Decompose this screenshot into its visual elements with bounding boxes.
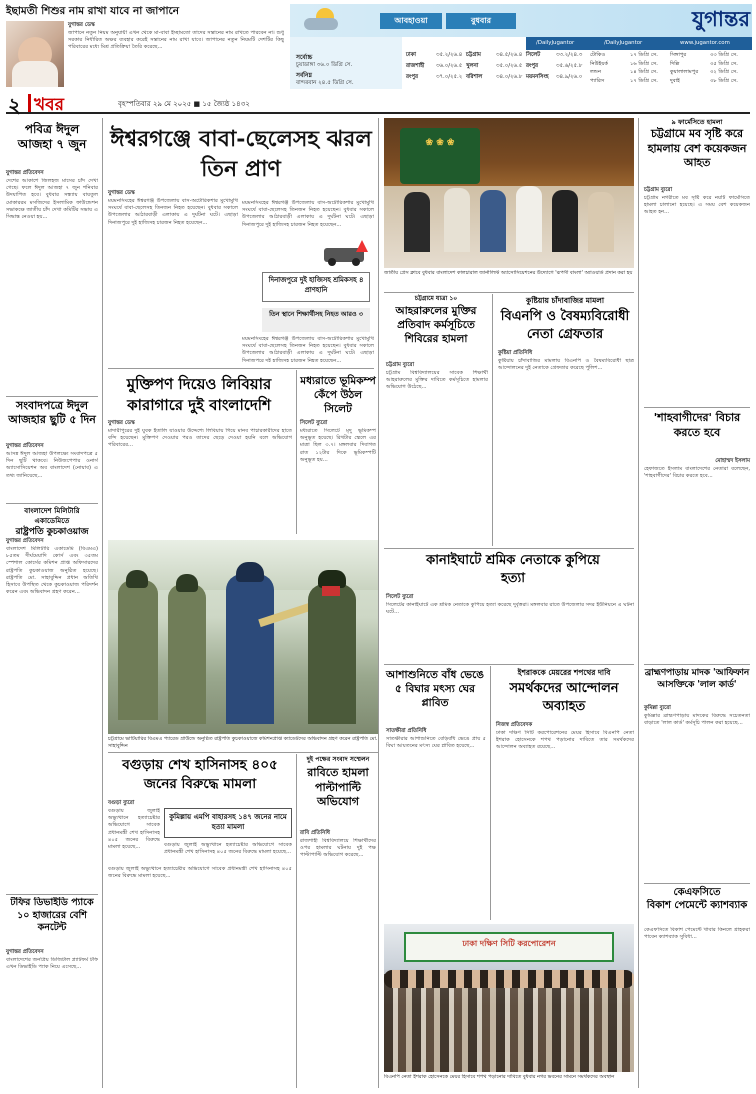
libya-headline[interactable]: মুক্তিপণ দিয়েও লিবিয়ার কারাগারে দুই বাংলাদেশি: [126, 375, 272, 414]
website-link[interactable]: www.jugantor.com: [680, 40, 730, 46]
article-text: দেশের আকাশে জিলহজ মাসের চাঁদ দেখা গেছে। ফলে ঈদুল আজহা ৭ জুন শনিবার উদযাপিত হবে। বুধবার সন্ধ্যায় বায়তুল মোকাররম মসজিদের ইসলামিক ফাউন্ডেশন সভাকক্ষে জাতীয় চাঁদ দেখা কমিটির সভায় এ সিদ্ধান্ত নেওয়া হয়...: [6, 178, 98, 221]
accident-infographic: [242, 200, 374, 362]
case-box[interactable]: কুমিল্লায় এমপি বাহারসহ ১৪৭ জনের নামে হত্যা মামলা: [164, 808, 292, 838]
quake-text: মধ্যরাতে সিলেটে মৃদু ভূমিকম্প অনুভূত হয়েছে। রিখটার স্কেলে এর মাত্রা ছিল ৩.৭। মঙ্গলবার দিবাগত রাত ১২টার দিকে ভূমিকম্পটি অনুভূত হয়...: [300, 428, 376, 463]
left-column: [6, 118, 98, 1090]
byline: যুগান্তর প্রতিবেদন: [6, 538, 44, 544]
quake-headline[interactable]: মধ্যরাতে ভূমিকম্প কেঁপে উঠল সিলেট: [300, 375, 376, 415]
weather-cell: চট্টগ্রাম: [466, 52, 481, 58]
article-newspaper-holiday[interactable]: সংবাদপত্রে ঈদুল আজহার ছুটি ৫ দিন: [8, 399, 96, 426]
weather-cell: খুলনা: [466, 63, 479, 69]
divider: [384, 292, 634, 293]
world-weather-cell: ৩৩ ডিগ্রি সে.: [710, 52, 738, 58]
section-title: খবর: [34, 95, 64, 115]
byline: মোহাম্মদ ইসলাম: [715, 458, 750, 464]
section-divider: [28, 94, 31, 112]
quake-byline: সিলেট ব্যুরো: [300, 420, 328, 426]
article-text: চট্টগ্রাম নগরীতে মব সৃষ্টি করে নয়টি ফার্মেসিতে হামলা চালানো হয়েছে। এ সময় বেশ কয়েকজন আহত হন...: [644, 195, 750, 216]
ishraq-byline: নিজস্ব প্রতিবেদক: [496, 722, 533, 728]
ishraq-text: ঢাকা দক্ষিণ সিটি করপোরেশনের মেয়র হিসাবে বিএনপি নেতা ইশরাক হোসেনকে শপথ পড়ানোর দাবিতে তার সমর্থকদের আন্দোলন অব্যাহত রয়েছে...: [496, 730, 634, 751]
weather-cell: বরিশাল: [466, 74, 483, 80]
divider: [6, 396, 98, 397]
kushtia-byline: কুষ্টিয়া প্রতিনিধি: [498, 350, 533, 356]
article-toffee[interactable]: টফির ডিভাইডি প্যাকে ১০ হাজারের বেশি কনটেন্ট: [10, 897, 94, 933]
lead-byline: যুগান্তর ডেস্ক: [108, 190, 135, 196]
header-teaser: [6, 5, 286, 89]
column-rule: [492, 294, 493, 546]
weather-cell: ৩৭.০/২৫.২: [436, 74, 463, 80]
right-column: [644, 118, 750, 1090]
world-weather-cell: ৩৫ ডিগ্রি সে.: [710, 60, 738, 67]
protest-photo: [384, 924, 634, 1072]
weather-cell: ৩৩.২/২৪.৩: [556, 52, 583, 58]
lead-text-continued: ময়মনসিংহের ঈশ্বরগঞ্জ উপজেলায় বাস-অটোরিকশার মুখোমুখি সংঘর্ষে বাবা-ছেলেসহ তিনজন নিহত হয়েছেন। বুধবার সকালে উপজেলার আঠারবাড়ী এলাকায় এ দুর্ঘটনা ঘটে। এছাড়া দিনাজপুরে দুই হাজিসহ চারজন নিহত হয়েছেন...: [242, 200, 374, 228]
divider: [644, 883, 750, 884]
r4-headline[interactable]: বিকাশ পেমেন্টে ক্যাশব্যাক: [646, 900, 748, 911]
kushtia-headline[interactable]: বিএনপি ও বৈষম্যবিরোধী নেতা গ্রেফতার: [500, 309, 630, 342]
weather-cell: ৩৫.৬/২৫.৮: [556, 63, 583, 69]
protest-caption: বিএনপি নেতা ইশরাক হোসেনকে মেয়র হিসাবে শপথ পড়ানোর দাবিতে বুধবার নগর ভবনের সামনে সমর্থকদের অবস্থান: [384, 1074, 615, 1080]
article-text: আসন্ন ঈদুল আজহা উপলক্ষ্যে সংবাদপত্রে ৫ দিন ছুটি থাকবে। নিউজপেপার ওনার্স অ্যাসোসিয়েশন অব বাংলাদেশ (নোয়াব) এ তথ্য জানিয়েছে...: [6, 451, 98, 479]
world-weather-cell: কুয়ালালামপুর: [670, 69, 699, 75]
facebook-link[interactable]: /DailyJugantor: [536, 40, 575, 46]
world-weather-cell: দিল্লি: [670, 60, 680, 67]
case-byline: বগুড়া ব্যুরো: [108, 800, 135, 806]
lead-text: ময়মনসিংহের ঈশ্বরগঞ্জ উপজেলায় বাস-অটোরিকশার মুখোমুখি সংঘর্ষে বাবা-ছেলেসহ তিনজন নিহত হয়েছেন। বুধবার সকালে উপজেলার আঠারবাড়ী এলাকায় এ দুর্ঘটনা ঘটে। এছাড়া দিনাজপুরে দুই হাজিসহ চারজন নিহত হয়েছেন...: [108, 198, 238, 226]
day-label: বুধবার: [446, 13, 516, 29]
divider: [644, 407, 750, 408]
rabi-byline: রাবি প্রতিনিধি: [300, 830, 330, 836]
world-weather-cell: টোকিও: [590, 52, 606, 58]
weather-cell: ৩৪.৫/২৬.৪: [496, 52, 523, 58]
kushtia-kicker: কুষ্টিয়ায় চাঁদাবাজির মামলা: [525, 296, 605, 305]
article-text: বাংলাদেশের জনপ্রিয় ডিজিটাল প্ল্যাটফর্ম টফি এখন ডিভাইডি প্যাক নিয়ে এসেছে...: [6, 957, 98, 971]
weather-label: আবহাওয়া: [380, 13, 442, 29]
r2-headline[interactable]: 'শাহবাগীদের' বিচার করতে হবে: [653, 411, 741, 439]
teaser-text: জাপানে নতুন নিয়ম অনুযায়ী এখন থেকে মা-বাবা ইচ্ছামতো তাদের সন্তানের নাম রাখতে পারবেন না। শুধু সরকার নির্ধারিত অক্ষর ব্যবহার করেই সন্তানের নাম রাখা যাবে। জাপানের নতুন নিয়মটি দেশটির কিছু পরিবারের মধ্যে মিশ্র প্রতিক্রিয়া তৈরি করেছে...: [68, 30, 284, 51]
divider: [6, 503, 98, 504]
weather-cell: ৩৪.০/২৬.৮: [496, 74, 523, 80]
world-weather-cell: ১৪ ডিগ্রি সে.: [630, 69, 658, 75]
akh-headline[interactable]: আহরারুলের মুক্তির প্রতিবাদ কর্মসূচিতে শিবিরের হামলা: [395, 305, 477, 345]
world-weather-cell: লন্ডন: [590, 69, 602, 75]
page-number: ২: [8, 93, 22, 117]
weather-cell: ৩৬.০/২৬.৫: [436, 63, 463, 69]
world-weather-cell: দুবাই: [670, 77, 680, 84]
world-weather-cell: ১৭ ডিগ্রি সে.: [630, 52, 658, 58]
divider: [108, 368, 374, 369]
article-bma-kicker: বাংলাদেশ মিলিটারি একাডেমিতে: [24, 506, 80, 525]
kana-byline: সিলেট ব্যুরো: [386, 594, 414, 600]
byline: চট্টগ্রাম ব্যুরো: [644, 187, 673, 193]
teaser-byline: যুগান্তর ডেস্ক: [68, 22, 95, 28]
lead-text-continued: ময়মনসিংহের ঈশ্বরগঞ্জ উপজেলায় বাস-অটোরিকশার মুখোমুখি সংঘর্ষে বাবা-ছেলেসহ তিনজন নিহত হয়েছেন। বুধবার সকালে উপজেলার আঠারবাড়ী এলাকায় এ দুর্ঘটনা ঘটে। এছাড়া দিনাজপুরে দুই হাজিসহ চারজন নিহত হয়েছেন...: [242, 336, 374, 362]
byline: যুগান্তর প্রতিবেদন: [6, 949, 44, 955]
divider: [384, 548, 634, 549]
ashu-byline: সাতক্ষীরা প্রতিনিধি: [386, 728, 427, 734]
case-text: বগুড়ায় জুলাই অভ্যুত্থানে হত্যাচেষ্টার অভিযোগে সাবেক প্রধানমন্ত্রী শেখ হাসিনাসহ ৪০৫ জনের বিরুদ্ধে মামলা হয়েছে...: [108, 866, 292, 880]
logo[interactable]: যুগান্তর: [692, 6, 750, 31]
akh-cont-label: চট্টগ্রামে যাত্রা ১০: [414, 295, 458, 302]
section-bar: [6, 92, 750, 117]
column-rule: [490, 666, 491, 920]
ashu-headline[interactable]: আশাশুনিতে বাঁধ ভেঙে ৫ বিঘার মৎস্য ঘের প্লাবিত: [385, 669, 484, 709]
world-weather-cell: ১৬ ডিগ্রি সে.: [630, 60, 658, 67]
teaser-baby-photo: [6, 21, 64, 87]
r1-headline[interactable]: চট্টগ্রামে মব সৃষ্টি করে হামলায় বেশ কয়েকজন আহত: [647, 127, 747, 169]
weather-cell: ৩৪.৯/২৬.০: [556, 74, 583, 80]
article-text: কেএফসিতে বিকাশ পেমেন্টে খাবার কিনলে গ্রাহকরা পাবেন ক্যাশব্যাক সুবিধা...: [644, 927, 750, 941]
parade-photo: [108, 540, 378, 734]
byline: যুগান্তর প্রতিবেদন: [6, 170, 44, 176]
r1-kicker: ৯ ফার্মেসিতে হামলা: [671, 118, 723, 126]
sun-cloud-icon: [304, 8, 344, 32]
parade-caption: চট্টগ্রামে ভাটিয়ারির বিএমএ প্যারেড গ্রাউন্ডে অনুষ্ঠিত রাষ্ট্রপতি কুচকাওয়াজে কমিশনপ্রাপ্ত ক্যাডেটদের অভিবাদন গ্রহণ করেন রাষ্ট্রপতি মো. সাহাবুদ্দিন: [108, 736, 378, 749]
teaser-headline[interactable]: ইছামতী শিশুর নাম রাখা যাবে না জাপানে: [6, 5, 180, 17]
divider: [644, 664, 750, 665]
weather-panel: [290, 4, 752, 89]
world-weather-table: [590, 52, 752, 88]
kushtia-text: কুষ্টিয়ায় চাঁদাবাজির মামলায় বিএনপি ও বৈষম্যবিরোধী ছাত্র আন্দোলনের দুই নেতাকে গ্রেফতার করেছে পুলিশ...: [498, 358, 634, 372]
byline: কুমিল্লা ব্যুরো: [644, 705, 671, 711]
weather-cell: রংপুর: [406, 74, 418, 80]
article-bma-headline[interactable]: রাষ্ট্রপতি কুচকাওয়াজ: [15, 527, 89, 537]
event-photo: ❀ ❀ ❀: [384, 118, 634, 268]
world-weather-cell: সিঙ্গাপুর: [670, 52, 687, 58]
dateline: বৃহস্পতিবার ২৯ মে ২০২৫ ■ ১৫ জ্যৈষ্ঠ ১৪৩২: [118, 100, 250, 108]
infographic-note: তিন স্থানে শিক্ষার্থীসহ নিহত আরও ৩: [262, 308, 370, 332]
libya-byline: যুগান্তর ডেস্ক: [108, 420, 135, 426]
akh-text: চট্টগ্রাম বিশ্ববিদ্যালয়ের সাবেক শিক্ষার্থী আহরারুলের মুক্তির দাবিতে কর্মসূচিতে হামলার অভিযোগ উঠেছে...: [386, 370, 488, 391]
lead-headline[interactable]: ঈশ্বরগঞ্জে বাবা-ছেলেসহ ঝরল তিন প্রাণ: [110, 126, 372, 182]
byline: যুগান্তর প্রতিবেদন: [6, 443, 44, 449]
event-caption: জাতীয় প্রেস ক্লাবে বুধবার বাংলাদেশ কালচারাল জার্নালিস্ট অ্যাসোসিয়েশনের উদ্যোগে 'রূপসী বাংলা' অ্যাওয়ার্ড প্রদান করা হয়: [384, 270, 633, 276]
twitter-link[interactable]: /DailyJugantor: [604, 40, 643, 46]
article-text: হেফাজতে ইসলাম বাংলাদেশের নেতারা বলেছেন, 'শাহবাগীদের' বিচার করতে হবে...: [644, 466, 750, 480]
world-weather-cell: প্যারিস: [590, 77, 605, 84]
divider: [384, 664, 634, 665]
weather-cell: রংপুর: [526, 63, 538, 69]
article-text: বাংলাদেশ মিলিটারি একাডেমি (বিএমএ) ৮৫তম দীর্ঘমেয়াদি কোর্স এবং ৩৫তম স্পেশাল কোর্সের কমিশন প্রাপ্ত অফিসারদের রাষ্ট্রপতি কুচকাওয়াজ অনুষ্ঠিত হয়েছে। রাষ্ট্রপতি মো. সাহাবুদ্দিন প্রধান অতিথি হিসাবে উপস্থিত থেকে কুচকাওয়াজ পরিদর্শন করেন এবং অভিবাদন গ্রহণ করেন...: [6, 546, 98, 596]
rabi-headline[interactable]: রাবিতে হামলা পাল্টাপাল্টি অভিযোগ: [307, 766, 369, 808]
column-rule: [102, 118, 103, 1088]
world-weather-cell: ৩৮ ডিগ্রি সে.: [710, 77, 738, 84]
libya-text: মাদারীপুরের দুই যুবক ইতালি যাওয়ার উদ্দেশ্যে লিবিয়ায় গিয়ে মানব পাচারকারীদের হাতে বন্দি হয়েছেন। মুক্তিপণ দেওয়ার পরও তাদের ছেড়ে দেওয়া হয়নি বলে অভিযোগ পরিবারের...: [108, 428, 292, 449]
infographic-box: দিনাজপুরে দুই হাজিসহ শ্রমিকসহ ৪ প্রাণহানি: [262, 272, 370, 302]
r4-kicker: কেএফসিতে: [673, 887, 721, 898]
banner-text: ঢাকা দক্ষিণ সিটি করপোরেশন: [462, 938, 556, 948]
weather-min-value: বান্দরবান ২৪.৫ ডিগ্রি সে.: [296, 80, 354, 86]
divider: [6, 894, 98, 895]
ishraq-headline[interactable]: সমর্থকদের আন্দোলন অব্যাহত: [509, 681, 619, 714]
weather-cell: ৩৫.০/২৬.৫: [496, 63, 523, 69]
weather-cell: ঢাকা: [406, 52, 416, 58]
article-eid-date[interactable]: পবিত্র ঈদুল আজহা ৭ জুন: [17, 122, 87, 151]
weather-max-label: সর্বোচ্চ: [296, 54, 313, 61]
column-rule: [378, 118, 379, 1088]
article-text: কুমিল্লার ব্রাহ্মণপাড়ায় মাদকের বিরুদ্ধে সচেতনতা বাড়াতে 'লাল কার্ড' কর্মসূচি পালন করা হয়েছে...: [644, 713, 750, 727]
weather-cell: ৩৫.২/২৬.৪: [436, 52, 463, 58]
case-text: বগুড়ায় জুলাই অভ্যুত্থানে হত্যাচেষ্টার অভিযোগে সাবেক প্রধানমন্ত্রী শেখ হাসিনাসহ ৪০৫ জনের বিরুদ্ধে মামলা হয়েছে...: [108, 808, 160, 851]
weather-cell: ময়মনসিংহ: [526, 74, 549, 80]
column-rule: [296, 370, 297, 534]
ishraq-kicker: ইশরাককে মেয়রের শপথের দাবি: [517, 668, 611, 677]
weather-max-value: চুয়াডাঙ্গা ৩৬.০ ডিগ্রি সে.: [296, 62, 353, 68]
accident-icon: [322, 240, 370, 268]
case-headline[interactable]: বগুড়ায় শেখ হাসিনাসহ ৪০৫ জনের বিরুদ্ধে মামলা: [122, 757, 278, 792]
weather-cell: সিলেট: [526, 52, 541, 58]
column-rule: [296, 754, 297, 1088]
divider: [108, 752, 378, 753]
kana-headline[interactable]: কানাইঘাটে শ্রমিক নেতাকে কুপিয়ে হত্যা: [426, 553, 600, 586]
world-weather-cell: নিউইয়র্ক: [590, 60, 609, 67]
rabi-kicker: দুই পক্ষের সংবাদ সম্মেলন: [306, 756, 370, 763]
kana-text: সিলেটের কানাইঘাটে এক শ্রমিক নেতাকে কুপিয়ে হত্যা করেছে দুর্বৃত্তরা। মঙ্গলবার রাতে উপজেলার সদর ইউনিয়নে এ ঘটনা ঘটে...: [386, 602, 634, 616]
column-rule: [638, 118, 639, 1088]
akh-byline: চট্টগ্রাম ব্যুরো: [386, 362, 415, 368]
ashu-text: সাতক্ষীরার আশাশুনিতে বেড়িবাঁধ ভেঙে প্রায় ৫ বিঘা আয়তনের মৎস্য ঘের প্লাবিত হয়েছে...: [386, 736, 486, 750]
weather-min-label: সর্বনিম্ন: [296, 72, 312, 79]
world-weather-cell: ১৭ ডিগ্রি সে.: [630, 77, 658, 84]
case-text: বগুড়ায় জুলাই অভ্যুত্থানে হত্যাচেষ্টার অভিযোগে সাবেক প্রধানমন্ত্রী শেখ হাসিনাসহ ৪০৫ জনের বিরুদ্ধে মামলা হয়েছে...: [164, 842, 292, 856]
r3-headline[interactable]: ব্রাহ্মণপাড়ায় মাদক 'আফিফান আসক্তিকে 'লাল কার্ড': [644, 668, 750, 690]
world-weather-cell: ৩২ ডিগ্রি সে.: [710, 69, 738, 75]
weather-cell: রাজশাহী: [406, 63, 425, 69]
rabi-text: রাজশাহী বিশ্ববিদ্যালয়ে শিক্ষার্থীদের ওপর হামলার ঘটনায় দুই পক্ষ পাল্টাপাল্টি অভিযোগ করেছে...: [300, 838, 376, 859]
